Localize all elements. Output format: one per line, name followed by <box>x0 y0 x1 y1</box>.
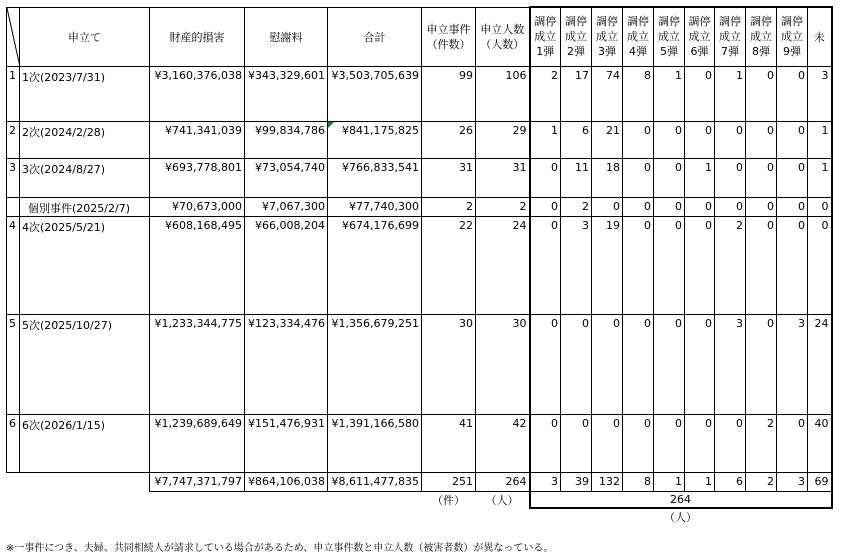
table-row <box>7 216 832 314</box>
cases-cell: 31 <box>422 158 476 197</box>
mediation-cell: 0 <box>685 66 715 121</box>
row-label: 4次(2025/5/21) <box>20 216 150 314</box>
mediation-cell: 0 <box>530 158 561 197</box>
row-label: 3次(2024/8/27) <box>20 158 150 197</box>
consolation-cell: ¥343,329,601 <box>245 66 328 121</box>
table-row <box>7 197 832 216</box>
property-damage-cell: ¥3,160,376,038 <box>150 66 245 121</box>
mediation-cell: 0 <box>561 414 592 472</box>
people-cell: 30 <box>476 314 530 414</box>
header-mediation-round: 調停 成立 6弾 <box>685 7 715 66</box>
people-cell: 24 <box>476 216 530 314</box>
row-label: 6次(2026/1/15) <box>20 414 150 472</box>
property-damage-cell: ¥741,341,039 <box>150 121 245 158</box>
mediation-cell: 0 <box>530 197 561 216</box>
mediation-cell: 0 <box>777 414 808 472</box>
total-mediation-cell: 1 <box>685 472 715 491</box>
header-mediation-round: 調停 成立 4弾 <box>623 7 654 66</box>
mediation-cell: 18 <box>592 158 623 197</box>
mediation-cell: 0 <box>623 414 654 472</box>
mediation-cell: 6 <box>561 121 592 158</box>
cases-cell: 99 <box>422 66 476 121</box>
row-number <box>7 197 20 216</box>
mediation-cell: 0 <box>654 414 685 472</box>
mediation-unit-row <box>7 508 832 525</box>
header-property-damage: 財産的損害 <box>150 7 245 66</box>
header-pending: 未 <box>808 7 832 66</box>
mediation-cell: 2 <box>561 197 592 216</box>
pending-cell: 0 <box>808 197 832 216</box>
mediation-cell: 0 <box>715 197 746 216</box>
mediation-cell: 0 <box>592 197 623 216</box>
pending-cell: 1 <box>808 121 832 158</box>
mediation-cell: 0 <box>746 216 777 314</box>
consolation-cell: ¥99,834,786 <box>245 121 328 158</box>
mediation-cell: 0 <box>777 197 808 216</box>
mediation-cell: 0 <box>777 121 808 158</box>
property-damage-cell: ¥693,778,801 <box>150 158 245 197</box>
pending-cell: 3 <box>808 66 832 121</box>
total-cell: ¥1,391,166,580 <box>328 414 422 472</box>
header-mediation-round: 調停 成立 3弾 <box>592 7 623 66</box>
total-cell: ¥1,356,679,251 <box>328 314 422 414</box>
mediation-cell: 74 <box>592 66 623 121</box>
pending-cell: 24 <box>808 314 832 414</box>
mediation-cell: 0 <box>623 216 654 314</box>
pending-cell: 0 <box>808 216 832 314</box>
row-number: 2 <box>7 121 20 158</box>
mediation-cell: 0 <box>685 216 715 314</box>
mediation-cell: 1 <box>685 158 715 197</box>
total-cell: ¥766,833,541 <box>328 158 422 197</box>
cases-unit: （件） <box>432 493 465 507</box>
mediation-cell: 0 <box>715 121 746 158</box>
consolation-cell: ¥66,008,204 <box>245 216 328 314</box>
mediation-cell: 0 <box>561 314 592 414</box>
header-mediation-round: 調停 成立 8弾 <box>746 7 777 66</box>
cases-cell: 41 <box>422 414 476 472</box>
table-row <box>7 158 832 197</box>
mediation-cell: 0 <box>592 414 623 472</box>
mediation-cell: 0 <box>654 197 685 216</box>
mediation-total: 264 <box>530 491 832 508</box>
total-cell: ¥77,740,300 <box>328 197 422 216</box>
consolation-cell: ¥73,054,740 <box>245 158 328 197</box>
mediation-cell: 0 <box>530 314 561 414</box>
total-cases: 251 <box>422 472 476 491</box>
total-people: 264 <box>476 472 530 491</box>
row-label: 5次(2025/10/27) <box>20 314 150 414</box>
people-cell: 31 <box>476 158 530 197</box>
compensation-table <box>6 6 833 525</box>
header-total: 合計 <box>328 7 422 66</box>
total-cell: ¥3,503,705,639 <box>328 66 422 121</box>
mediation-cell: 0 <box>530 216 561 314</box>
header-mediation-round: 調停 成立 9弾 <box>777 7 808 66</box>
row-number: 5 <box>7 314 20 414</box>
mediation-cell: 17 <box>561 66 592 121</box>
table-row <box>7 66 832 121</box>
property-damage-cell: ¥1,239,689,649 <box>150 414 245 472</box>
header-applicant: 申立て <box>20 7 150 66</box>
header-mediation-round: 調停 成立 5弾 <box>654 7 685 66</box>
total-pending: 69 <box>808 472 832 491</box>
header-mediation-round: 調停 成立 1弾 <box>530 7 561 66</box>
mediation-cell: 0 <box>530 414 561 472</box>
mediation-cell: 0 <box>623 314 654 414</box>
row-label: 個別事件(2025/2/7) <box>20 197 150 216</box>
mediation-cell: 2 <box>746 414 777 472</box>
mediation-cell: 11 <box>561 158 592 197</box>
property-damage-cell: ¥70,673,000 <box>150 197 245 216</box>
people-cell: 106 <box>476 66 530 121</box>
total-consolation: ¥864,106,038 <box>245 472 328 491</box>
mediation-cell: 0 <box>777 216 808 314</box>
comment-marker-icon <box>328 122 334 128</box>
cases-cell: 30 <box>422 314 476 414</box>
property-damage-cell: ¥608,168,495 <box>150 216 245 314</box>
header-people: 申立人数 （人数） <box>476 7 530 66</box>
mediation-cell: 1 <box>654 66 685 121</box>
total-cell: ¥674,176,699 <box>328 216 422 314</box>
total-mediation-cell: 1 <box>654 472 685 491</box>
total-mediation-cell: 2 <box>746 472 777 491</box>
consolation-cell: ¥123,334,476 <box>245 314 328 414</box>
people-cell: 29 <box>476 121 530 158</box>
total-mediation-cell: 3 <box>530 472 561 491</box>
people-cell: 42 <box>476 414 530 472</box>
mediation-cell: 0 <box>685 197 715 216</box>
mediation-cell: 0 <box>592 314 623 414</box>
mediation-cell: 0 <box>777 66 808 121</box>
total-mediation-cell: 132 <box>592 472 623 491</box>
row-label: 1次(2023/7/31) <box>20 66 150 121</box>
mediation-cell: 0 <box>623 158 654 197</box>
units-row <box>7 491 832 508</box>
row-number: 6 <box>7 414 20 472</box>
mediation-cell: 1 <box>715 66 746 121</box>
mediation-cell: 0 <box>685 414 715 472</box>
cases-cell: 2 <box>422 197 476 216</box>
mediation-cell: 0 <box>746 197 777 216</box>
mediation-cell: 0 <box>623 197 654 216</box>
mediation-cell: 0 <box>654 314 685 414</box>
header-consolation: 慰謝料 <box>245 7 328 66</box>
mediation-cell: 0 <box>746 66 777 121</box>
mediation-cell: 0 <box>777 158 808 197</box>
mediation-cell: 2 <box>530 66 561 121</box>
total-property-damage: ¥7,747,371,797 <box>150 472 245 491</box>
mediation-cell: 3 <box>561 216 592 314</box>
footnote: ※一事件につき、夫婦、共同相続人が請求している場合があるため、申立事件数と申立人数（被害者数）が異なっている。 <box>6 543 554 554</box>
mediation-cell: 0 <box>746 121 777 158</box>
mediation-cell: 0 <box>685 314 715 414</box>
header-mediation-round: 調停 成立 7弾 <box>715 7 746 66</box>
mediation-cell: 1 <box>530 121 561 158</box>
header-row <box>7 7 832 66</box>
pending-cell: 1 <box>808 158 832 197</box>
total-mediation-cell: 6 <box>715 472 746 491</box>
mediation-cell: 0 <box>746 314 777 414</box>
mediation-cell: 21 <box>592 121 623 158</box>
mediation-cell: 3 <box>777 314 808 414</box>
grand-total: ¥8,611,477,835 <box>328 472 422 491</box>
cases-cell: 26 <box>422 121 476 158</box>
table-row <box>7 314 832 414</box>
property-damage-cell: ¥1,233,344,775 <box>150 314 245 414</box>
diagonal-corner-cell <box>7 7 20 66</box>
consolation-cell: ¥151,476,931 <box>245 414 328 472</box>
totals-row <box>7 472 832 491</box>
mediation-cell: 0 <box>685 121 715 158</box>
mediation-cell: 3 <box>715 314 746 414</box>
mediation-cell: 0 <box>654 158 685 197</box>
total-mediation-cell: 39 <box>561 472 592 491</box>
total-mediation-cell: 8 <box>623 472 654 491</box>
header-cases: 申立事件 （件数） <box>422 7 476 66</box>
header-mediation-round: 調停 成立 2弾 <box>561 7 592 66</box>
mediation-unit: （人） <box>664 511 697 524</box>
table-row <box>7 121 832 158</box>
mediation-cell: 19 <box>592 216 623 314</box>
pending-cell: 40 <box>808 414 832 472</box>
mediation-cell: 2 <box>715 216 746 314</box>
mediation-cell: 0 <box>715 158 746 197</box>
mediation-cell: 0 <box>715 414 746 472</box>
mediation-cell: 0 <box>623 121 654 158</box>
row-number: 3 <box>7 158 20 197</box>
total-mediation-cell: 3 <box>777 472 808 491</box>
row-label: 2次(2024/2/28) <box>20 121 150 158</box>
total-cell: ¥841,175,825 <box>328 121 422 158</box>
mediation-cell: 0 <box>746 158 777 197</box>
people-unit: （人） <box>485 493 519 507</box>
table-row <box>7 414 832 472</box>
mediation-cell: 8 <box>623 66 654 121</box>
diagonal-line-icon <box>7 8 20 67</box>
mediation-cell: 0 <box>654 216 685 314</box>
mediation-cell: 0 <box>654 121 685 158</box>
row-number: 1 <box>7 66 20 121</box>
cases-cell: 22 <box>422 216 476 314</box>
consolation-cell: ¥7,067,300 <box>245 197 328 216</box>
row-number: 4 <box>7 216 20 314</box>
people-cell: 2 <box>476 197 530 216</box>
